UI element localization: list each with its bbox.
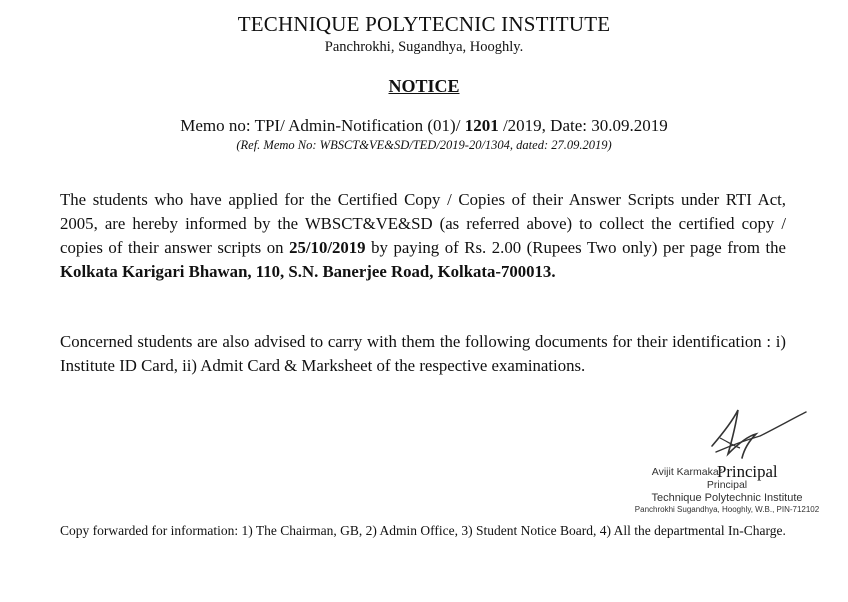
stamp-title: Principal (706, 479, 748, 491)
para1-text-1: The students who have applied for the Certified Copy / Copies of their Answer Scripts under RTI Act, 2005, are hereby informed by the WBSCT&VE&SD (as referred above) to collect the certified copy / copies of their answer scripts on (60, 190, 786, 257)
official-stamp (612, 466, 842, 515)
memo-reference: (Ref. Memo No: WBSCT&VE&SD/TED/2019-20/1304, dated: 27.09.2019) (236, 138, 612, 152)
institute-address: Panchrokhi, Sugandhya, Hooghly. (324, 39, 524, 55)
memo-number: 1201 (464, 116, 499, 135)
notice-paragraph-1 (60, 188, 786, 284)
stamp-address: Panchrokhi Sugandhya, Hooghly, W.B., PIN-712102 (634, 505, 820, 514)
stamp-name: Avijit Karmakar (651, 466, 723, 478)
notice-paragraph-2: Concerned students are also advised to carry with them the following documents for their identification : i) Institute ID Card, ii) Admit Card & Marksheet of the respective examinations. (60, 332, 786, 375)
memo-prefix: Memo no: TPI/ Admin-Notification (01)/ (180, 116, 465, 135)
notice-title: NOTICE (388, 76, 460, 96)
principal-label: Principal (717, 462, 778, 481)
collection-date: 25/10/2019 (289, 238, 366, 257)
stamp-institute: Technique Polytechnic Institute (651, 492, 803, 504)
memo-line (0, 116, 848, 136)
institute-name: TECHNIQUE POLYTECNIC INSTITUTE (237, 12, 611, 36)
collection-venue: Kolkata Karigari Bhawan, 110, S.N. Banerjee Road, Kolkata-700013. (60, 262, 556, 281)
memo-suffix: /2019, Date: 30.09.2019 (498, 116, 668, 135)
copy-forwarded-note: Copy forwarded for information: 1) The Chairman, GB, 2) Admin Office, 3) Student Notice Board, 4) All the departmental In-Charge. (60, 523, 786, 538)
para1-text-2: by paying of Rs. 2.00 (Rupees Two only) per page from the (365, 238, 786, 257)
